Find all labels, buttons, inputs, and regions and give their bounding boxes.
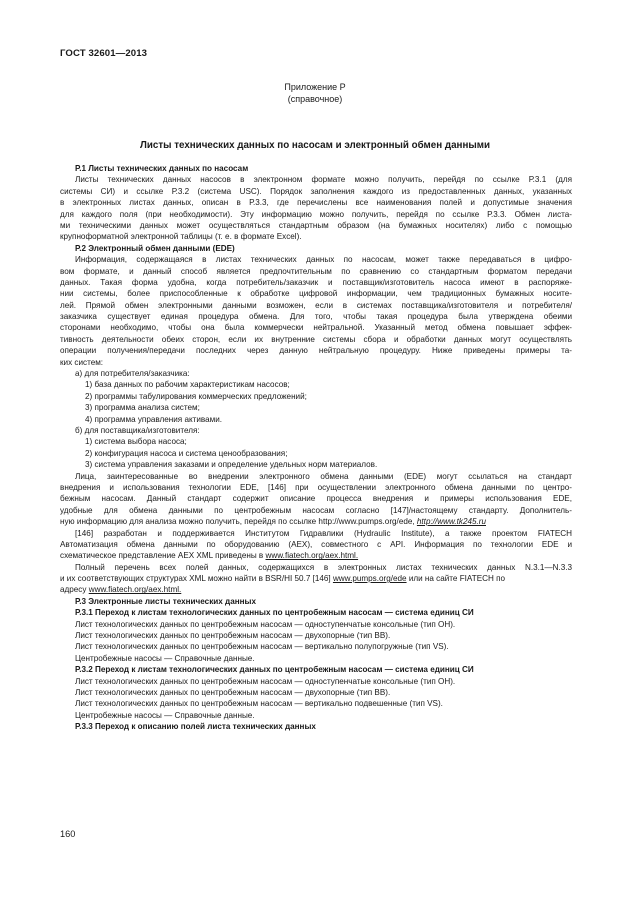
paragraph-line: Автоматизация обмена данными по оборудованию (AEX), совместного с API. Информация по технологии EDE и (60, 539, 572, 549)
paragraph-line: заказчика существует единая процедура обмена. Для того, чтобы такая процедура была утверждена обеими (60, 312, 572, 322)
paragraph-line: вом формате, и данный способ является предпочтительным по сравнению со стандартным форматом передачи (60, 266, 572, 276)
document-id: ГОСТ 32601—2013 (60, 48, 148, 59)
paragraph-line: удобные для обмена данными по центробежным насосам согласно [147]/настоящему стандарту. Дополнитель- (60, 505, 572, 515)
section-heading-p31: Р.3.1 Переход к листам технологических данных по центробежным насосам — система единиц СИ (75, 608, 474, 618)
list-item: 2) конфигурация насоса и система ценообразования; (85, 448, 288, 458)
paragraph-line: Полный перечень всех полей данных, содержащихся в электронных листах технических данных N.3.1—N.3.3 (75, 562, 572, 572)
appendix-title: Приложение Р (284, 82, 346, 92)
paragraph-line: [146] разработан и поддерживается Институтом Гидравлики (Hydraulic Institute), а также проектом FIATECH (75, 528, 572, 538)
list-item: 1) база данных по рабочим характеристикам насосов; (85, 380, 290, 390)
fiatech-aex-link[interactable]: www.fiatech.org/aex.html. (88, 585, 182, 595)
paragraph-line: сторонами необходимо, чтобы она была коммерчески нейтральной. Указанный метод обмена повышает эффек- (60, 323, 572, 333)
page-title: Листы технических данных по насосам и электронный обмен данными (139, 140, 491, 151)
link-line[interactable]: Лист технологических данных по центробежным насосам — двухопорные (тип ВВ). (75, 631, 391, 641)
link-line[interactable]: Лист технологических данных по центробежным насосам — двухопорные (тип ВВ). (75, 687, 391, 697)
pumps-ede-link[interactable]: www.pumps.org/ede (332, 574, 407, 584)
paragraph-line: Листы технических данных насосов в электронном формате можно получить, перейдя по ссылке Р.3.1 (для (75, 175, 572, 185)
list-item: 3) система управления заказами и определение удельных норм материалов. (85, 460, 378, 470)
link-line[interactable]: Лист технологических данных по центробежным насосам — одноступенчатые консольные (тип ОН). (75, 676, 456, 686)
paragraph-text: ную информацию для анализа можно получить, перейдя по ссылке http://www.pumps.org/ede, (60, 517, 415, 527)
paragraph-text: схематическое представление AEX XML приведены в (60, 551, 264, 561)
link-line[interactable]: Лист технологических данных по центробежным насосам — вертикально полупогружные (тип VS). (75, 642, 449, 652)
page-number: 160 (60, 829, 76, 839)
tk245-link[interactable]: http://www.tk245.ru (416, 517, 486, 527)
fiatech-aex-link[interactable]: www.fiatech.org/aex.html. (265, 551, 359, 561)
paragraph-line: Лица, заинтересованные во внедрении электронного обмена данными (EDE) могут ссылаться на стандарт (75, 471, 572, 481)
paragraph-line: нии системы, более приспособленные к обработке цифровой информации, чем традиционных бумажных носите- (60, 289, 572, 299)
list-item: 3) программа анализа систем; (85, 403, 200, 413)
section-heading-p1: Р.1 Листы технических данных по насосам (75, 164, 249, 173)
paragraph-line: в электронных листах данных, описан в Р.3.3, где перечислены все наименования полей и допустимые значения (60, 198, 572, 208)
link-line[interactable]: Центробежные насосы — Справочные данные. (75, 710, 255, 720)
appendix-note: (справочное) (287, 94, 343, 104)
paragraph-line: тивность деятельности обеих сторон, если их внутренние системы сбора и обработки данных могут осуществлять (60, 334, 572, 344)
list-item: 1) система выбора насоса; (85, 437, 187, 447)
paragraph-text: и их соответствующих структурах XML можно найти в BSR/HI 50.7 [146] (60, 574, 331, 584)
paragraph-line (60, 516, 572, 527)
paragraph-line: внедрения и использования технологии EDE, [146] при осуществлении электронного обмена данными по центро- (60, 482, 572, 492)
paragraph-line: бежным насосам. Данный стандарт содержит описание процесса внедрения и примеры использования EDE, (60, 494, 572, 504)
list-item: 4) программа управления активами. (85, 414, 222, 424)
list-item: б) для поставщика/изготовителя: (75, 425, 200, 435)
list-item: 2) программы табулирования коммерческих предложений; (85, 391, 307, 401)
paragraph-line (60, 550, 572, 561)
link-line[interactable]: Лист технологических данных по центробежным насосам — вертикально подвешенные (тип VS). (75, 699, 443, 709)
paragraph-text: или на сайте FIATECH по (408, 574, 506, 584)
paragraph-line: данных. Такая форма удобна, когда потребитель/заказчик и поставщик/изготовитель насоса имеют в распоряже- (60, 277, 572, 287)
section-heading-p2: Р.2 Электронный обмен данными (EDE) (75, 243, 235, 253)
paragraph-line (60, 573, 572, 584)
paragraph-line: для каждого поля (при необходимости). Эту информацию можно получить, перейдя по ссылке Р.3.3. Обмен листа- (60, 209, 572, 219)
paragraph-line: ми техническими данных может осуществляться стандартным образом (на бумажных носителях) либо с помощью (60, 220, 572, 230)
paragraph-line: системы СИ) и ссылке Р.3.2 (система USC). Порядок заполнения каждого из предоставленных данных, указанных (60, 186, 572, 196)
link-line[interactable]: Центробежные насосы — Справочные данные. (75, 653, 255, 663)
paragraph-line: Информация, содержащаяся в листах технических данных по насосам, может также передаваться в цифро- (75, 255, 572, 265)
body-text (60, 163, 572, 733)
paragraph-line: ких систем: (60, 357, 104, 367)
list-item: а) для потребителя/заказчика: (75, 369, 190, 379)
section-heading-p33: Р.3.3 Переход к описанию полей листа технических данных (75, 722, 316, 732)
paragraph-text: адресу (60, 585, 87, 595)
paragraph-line: операции получения/передачи последних через данную нейтральную процедуру. Ниже приведены примеры та- (60, 346, 572, 356)
section-heading-p3: Р.3 Электронные листы технических данных (75, 596, 256, 606)
link-line[interactable]: Лист технологических данных по центробежным насосам — одноступенчатые консольные (тип ОН). (75, 619, 456, 629)
paragraph-line (60, 584, 572, 595)
paragraph-line: крупноформатной электронной таблицы (т. е. в формате Excel). (60, 232, 302, 242)
section-heading-p32: Р.3.2 Переход к листам технологических данных по центробежным насосам — система единиц СИ (75, 665, 474, 675)
paragraph-line: лей. Прямой обмен электронными данными возможен, если в системах поставщика/изготовителя и потребителя/ (60, 300, 572, 310)
